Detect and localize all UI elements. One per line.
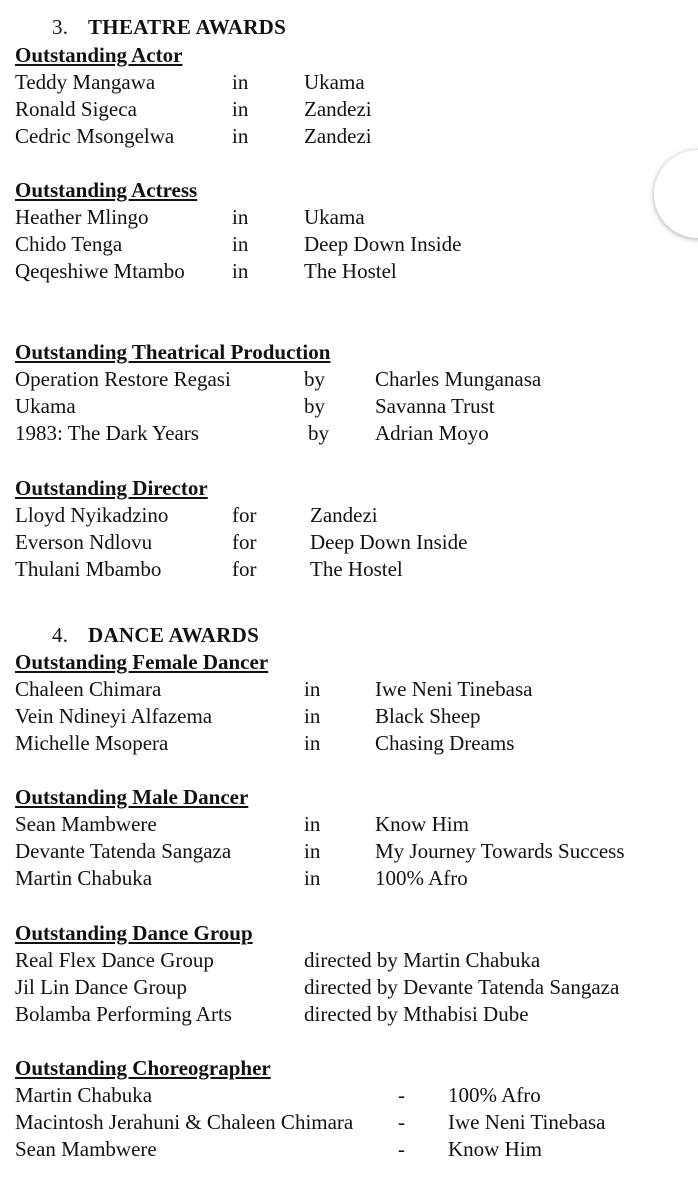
connector: for [232,530,257,554]
nominee-name: Heather Mlingo [15,205,149,229]
award-row [0,123,698,150]
work-title: 100% Afro [448,1083,541,1107]
work-title: The Hostel [310,557,403,581]
connector: in [304,731,321,755]
nominee-name: Macintosh Jerahuni & Chaleen Chimara [15,1110,354,1134]
nominee-name: Vein Ndineyi Alfazema [15,704,213,728]
nominee-name: Cedric Msongelwa [15,124,175,148]
connector: for [232,557,257,581]
dance-section-number: 4. [52,623,69,647]
work-title: Charles Munganasa [375,367,542,391]
outstanding-production-heading: Outstanding Theatrical Production [15,340,331,364]
award-row [0,838,698,865]
nominee-name: Chido Tenga [15,232,123,256]
work-title: Iwe Neni Tinebasa [375,677,533,701]
nominee-name: Real Flex Dance Group [15,948,214,972]
award-row [0,420,698,447]
connector: - [398,1083,405,1107]
connector: in [304,704,321,728]
work-title: Chasing Dreams [375,731,515,755]
work-title: directed by Devante Tatenda Sangaza [304,975,620,999]
theatre-section-number: 3. [52,15,69,39]
award-row [0,556,698,583]
award-row [0,974,698,1001]
award-row [0,502,698,529]
theatre-section-label: THEATRE AWARDS [88,15,287,39]
connector: in [232,124,249,148]
connector: in [304,866,321,890]
work-title: The Hostel [304,259,397,283]
work-title: Deep Down Inside [304,232,462,256]
nominee-name: Sean Mambwere [15,1137,157,1161]
work-title: directed by Mthabisi Dube [304,1002,529,1026]
connector: in [232,97,249,121]
connector: by [304,394,325,418]
award-row [0,1082,698,1109]
work-title: directed by Martin Chabuka [304,948,541,972]
award-row [0,231,698,258]
work-title: Adrian Moyo [375,421,489,445]
nominee-name: Teddy Mangawa [15,70,156,94]
award-row [0,1001,698,1028]
connector: in [304,677,321,701]
award-row [0,204,698,231]
work-title: Zandezi [310,503,378,527]
connector: - [398,1137,405,1161]
connector: in [304,839,321,863]
nominee-name: Ukama [15,394,76,418]
dance-section-label: DANCE AWARDS [88,623,260,647]
outstanding-male-dancer-heading: Outstanding Male Dancer [15,785,249,809]
work-title: Savanna Trust [375,394,495,418]
connector: in [304,812,321,836]
nominee-name: Michelle Msopera [15,731,169,755]
connector: for [232,503,257,527]
connector: in [232,232,249,256]
nominee-name: Devante Tatenda Sangaza [15,839,232,863]
connector: by [304,367,325,391]
award-row [0,1136,698,1163]
work-title: 100% Afro [375,866,468,890]
work-title: Deep Down Inside [310,530,468,554]
award-row [0,258,698,285]
work-title: Know Him [375,812,469,836]
award-row [0,703,698,730]
nominee-name: Martin Chabuka [15,1083,153,1107]
nominee-name: Jil Lin Dance Group [15,975,188,999]
outstanding-female-dancer-heading: Outstanding Female Dancer [15,650,269,674]
award-row [0,865,698,892]
nominee-name: Ronald Sigeca [15,97,137,121]
connector: in [232,205,249,229]
award-row [0,1109,698,1136]
outstanding-choreographer-heading: Outstanding Choreographer [15,1056,271,1080]
outstanding-dance-group-heading: Outstanding Dance Group [15,921,253,945]
work-title: Iwe Neni Tinebasa [448,1110,606,1134]
connector: by [308,421,329,445]
work-title: Black Sheep [375,704,481,728]
outstanding-actress-heading: Outstanding Actress [15,178,198,202]
work-title: Zandezi [304,124,372,148]
work-title: Ukama [304,70,365,94]
nominee-name: Lloyd Nyikadzino [15,503,169,527]
award-row [0,366,698,393]
work-title: My Journey Towards Success [375,839,625,863]
award-row [0,676,698,703]
award-row [0,96,698,123]
award-row [0,529,698,556]
dance-section-title [0,622,698,649]
nominee-name: Thulani Mbambo [15,557,162,581]
work-title: Zandezi [304,97,372,121]
nominee-name: Bolamba Performing Arts [15,1002,232,1026]
nominee-name: 1983: The Dark Years [15,421,199,445]
connector: in [232,70,249,94]
award-row [0,393,698,420]
nominee-name: Qeqeshiwe Mtambo [15,259,185,283]
award-row [0,811,698,838]
theatre-section-title [0,14,698,41]
outstanding-actor-heading: Outstanding Actor [15,43,183,67]
nominee-name: Operation Restore Regasi [15,367,231,391]
nominee-name: Chaleen Chimara [15,677,162,701]
award-row [0,69,698,96]
connector: in [232,259,249,283]
award-row [0,947,698,974]
connector: - [398,1110,405,1134]
award-row [0,730,698,757]
work-title: Know Him [448,1137,542,1161]
work-title: Ukama [304,205,365,229]
outstanding-director-heading: Outstanding Director [15,476,208,500]
nominee-name: Martin Chabuka [15,866,153,890]
nominee-name: Sean Mambwere [15,812,157,836]
nominee-name: Everson Ndlovu [15,530,153,554]
